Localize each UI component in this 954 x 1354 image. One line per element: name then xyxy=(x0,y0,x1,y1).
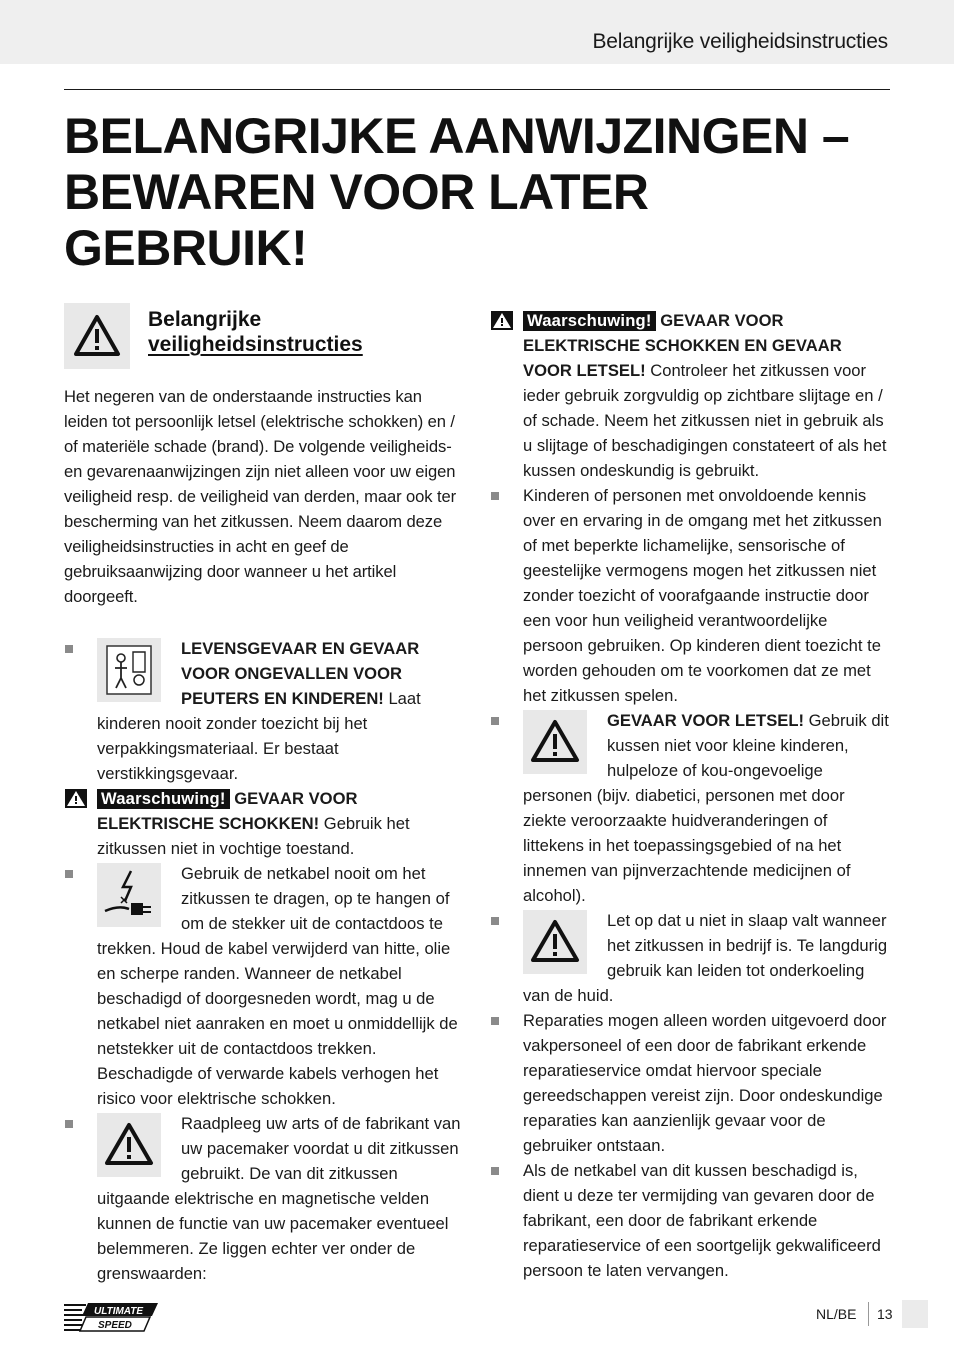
bullet xyxy=(65,870,73,878)
list-item-injury xyxy=(490,708,890,908)
warning-tag: Waarschuwing! xyxy=(523,311,656,331)
bullet xyxy=(491,1017,499,1025)
warning-triangle-icon xyxy=(523,710,587,774)
children-text: Kinderen of personen met onvoldoende kennis over en ervaring in de omgang met het zitkussen of met beperkte lichamelijke, sensorische of geestelijke vermogens mogen het zitkussen niet zonder toezicht of voorafgaande instructie door een voor hun veiligheid verantwoordelijke persoon gebruiken. Op kinderen dient toezicht te worden gehouden om te voorkomen dat ze met het zitkussen spelen. xyxy=(523,486,882,705)
page-number: 13 xyxy=(877,1306,893,1322)
warning-triangle-icon xyxy=(64,303,130,369)
intro-paragraph: Het negeren van de onderstaande instructies kan leiden tot persoonlijk letsel (elektrische schokken) en / of materiële schade (brand). De volgende veiligheids- en gevarenaanwijzingen zijn niet alleen voor uw eigen veiligheid resp. de veiligheid van derden, maar ook ter bescherming van het zitkussen. Neem daarom deze veiligheidsinstructies in acht en geef de gebruiksaanwijzing door wanneer u het artikel doorgeeft. xyxy=(64,387,457,606)
warning-triangle-icon xyxy=(97,1113,161,1177)
svg-text:ULTIMATE: ULTIMATE xyxy=(94,1306,144,1317)
bullet xyxy=(491,1167,499,1175)
list-item-warning-damage xyxy=(490,308,890,483)
cable-warning-text: Gebruik de netkabel nooit om het zitkussen te dragen, op te hangen of om de stekker uit de contactdoos te trekken. Houd de kabel verwijderd van hitte, olie en scherpe randen. Wanneer de netkabel beschadigd of doorgesneden wordt, mag u de netkabel niet aanraken en moet u onmiddellijk de netstekker uit de contactdoos trekken. Beschadigde of verwarde kabels verhogen het risico voor elektrische schokken. xyxy=(97,864,458,1108)
bullet xyxy=(491,917,499,925)
child-danger-text: Laat kinderen nooit zonder toezicht bij het verpakkingsmateriaal. Er bestaat verstikkingsgevaar. xyxy=(97,689,421,783)
cable-replace-text: Als de netkabel van dit kussen beschadigd is, dient u deze ter vermijding van gevaren door de fabrikant, een door de fabrikant erkende reparatieservice of een soortgelijk gekwalificeerd persoon te laten vervangen. xyxy=(523,1161,881,1280)
section-title-line-1: Belangrijke xyxy=(148,308,262,331)
warning-text: Gebruik het zitkussen niet in vochtige toestand. xyxy=(97,814,410,858)
list-item-warning-moisture xyxy=(64,786,464,861)
page-title-line-3: GEBRUIK! xyxy=(64,220,308,276)
pacemaker-text: Raadpleeg uw arts of de fabrikant van uw pacemaker voordat u dit zitkussen gebruikt. De van dit zitkussen uitgaande elektrische en magnetische velden kunnen de functie van uw pacemaker eventueel belemmeren. Ze liggen echter ver onder de grenswaarden: xyxy=(97,1114,461,1283)
list-item-cable-replace xyxy=(490,1158,890,1283)
footer-divider xyxy=(868,1302,869,1326)
injury-text: Gebruik dit kussen niet voor kleine kinderen, hulpeloze of kou-ongevoelige personen (bijv. diabetici, personen met door ziekte veroorzaakte huidveranderingen of littekens in het toepassingsgebied of na het innemen van pijnverzachtende medicijnen of alcohol). xyxy=(523,711,889,905)
warning-triangle-icon xyxy=(523,910,587,974)
bullet xyxy=(491,717,499,725)
brand-logo xyxy=(64,1302,164,1332)
warning-tag: Waarschuwing! xyxy=(97,789,230,809)
warning-heading: GEVAAR VOOR ELEKTRISCHE SCHOKKEN EN GEVAAR VOOR LETSEL! xyxy=(523,311,842,380)
page-title-line-2: BEWAREN VOOR LATER xyxy=(64,164,649,220)
section-title xyxy=(148,307,363,357)
child-hazard-icon xyxy=(97,638,161,702)
right-column xyxy=(490,308,890,1283)
header-section-title: Belangrijke veiligheidsinstructies xyxy=(592,30,888,53)
section-header xyxy=(64,300,464,374)
footer-tab-box xyxy=(902,1300,928,1328)
section-title-line-2: veiligheidsinstructies xyxy=(148,333,363,356)
warning-heading: GEVAAR VOOR ELEKTRISCHE SCHOKKEN! xyxy=(97,789,358,833)
bullet xyxy=(65,645,73,653)
footer-locale: NL/BE xyxy=(816,1306,857,1322)
svg-text:SPEED: SPEED xyxy=(98,1320,132,1331)
repair-text: Reparaties mogen alleen worden uitgevoerd door vakpersoneel of een door de fabrikant erkende reparatieservice omdat hiervoor speciale gereedschappen vereist zijn. Door ondeskundige reparaties kan aanzienlijk gevaar voor de gebruiker ontstaan. xyxy=(523,1011,887,1155)
page-title xyxy=(64,108,904,276)
list-item-sleep xyxy=(490,908,890,1008)
child-danger-heading: LEVENSGEVAAR EN GEVAAR VOOR ONGEVALLEN VOOR PEUTERS EN KINDEREN! xyxy=(181,639,420,708)
list-item-children xyxy=(490,483,890,708)
list-item-repair xyxy=(490,1008,890,1158)
page-title-line-1: BELANGRIJKE AANWIJZINGEN – xyxy=(64,108,850,164)
electric-plug-hazard-icon xyxy=(97,863,161,927)
left-column xyxy=(64,300,464,1286)
bullet xyxy=(65,1120,73,1128)
warning-triangle-small-icon xyxy=(65,789,87,815)
bullet xyxy=(491,492,499,500)
sleep-text: Let op dat u niet in slaap valt wanneer het zitkussen in bedrijf is. Te langdurig gebruik kan leiden tot onderkoeling van de huid. xyxy=(523,911,888,1005)
list-item-cable xyxy=(64,861,464,1111)
warning-triangle-small-icon xyxy=(491,311,513,337)
list-item-pacemaker xyxy=(64,1111,464,1286)
list-item-child-danger xyxy=(64,636,464,786)
injury-heading: GEVAAR VOOR LETSEL! xyxy=(607,711,804,730)
header-divider xyxy=(64,89,890,90)
warning-text: Controleer het zitkussen voor ieder gebruik zorgvuldig op zichtbare slijtage en / of schade. Neem het zitkussen niet in gebruik als u slijtage of beschadigingen constateert of als het kussen ondeskundig is gebruikt. xyxy=(523,361,887,480)
